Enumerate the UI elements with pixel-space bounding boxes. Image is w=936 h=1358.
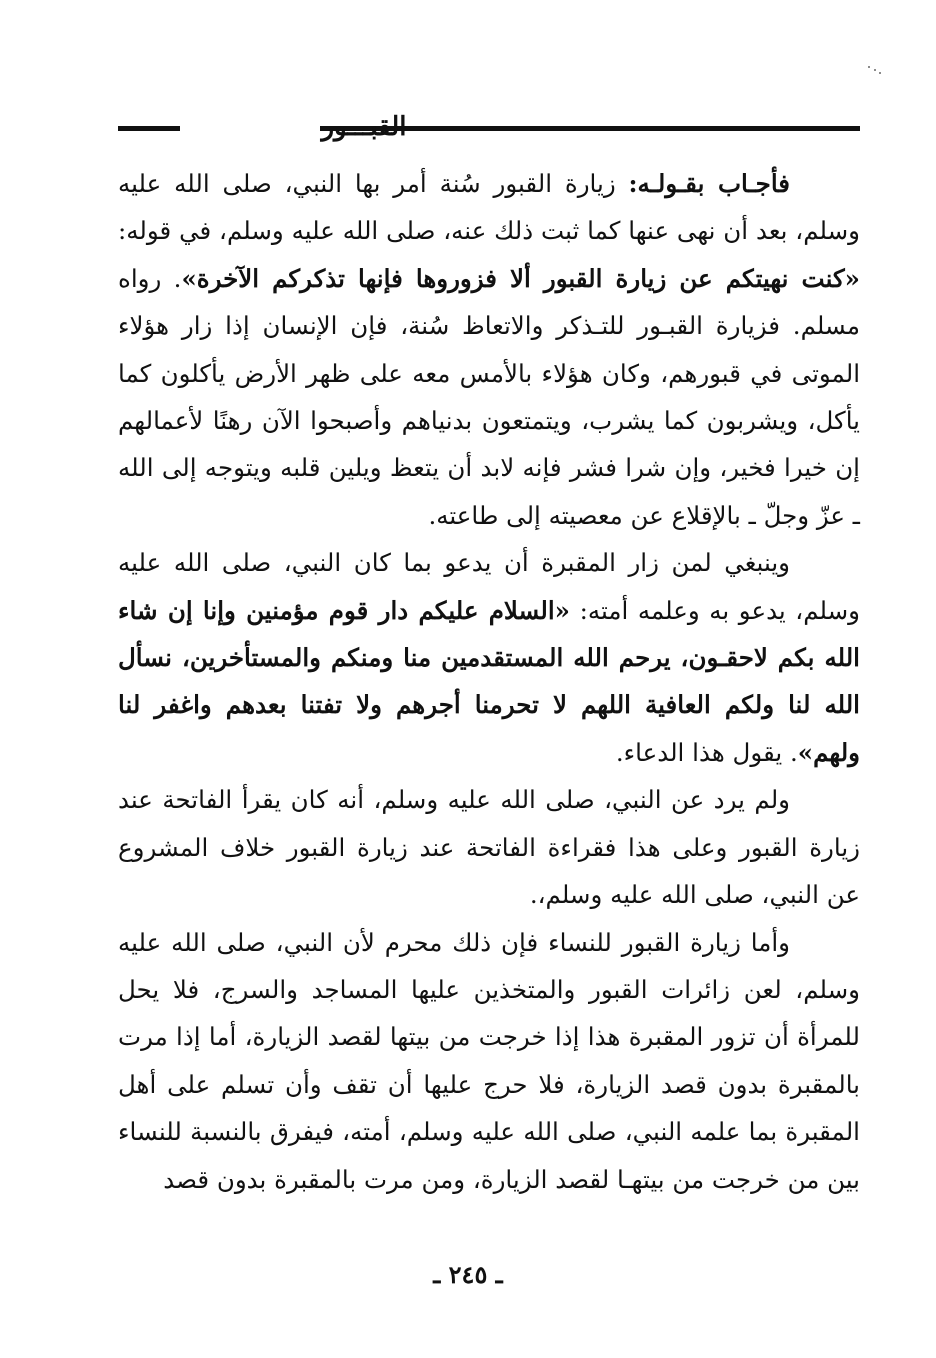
- header-title: القبـــور: [321, 112, 407, 142]
- page-number: ـ ٢٤٥ ـ: [433, 1260, 503, 1289]
- paragraph-3: [118, 776, 860, 918]
- paragraph-lead: فأجـاب بقـولـه:: [628, 169, 790, 198]
- paragraph-4: [118, 919, 860, 1203]
- running-header: [118, 112, 860, 146]
- hadith-quote: «كنت نهيتكم عن زيارة القبور ألا فزوروها فإنها تذكركم الآخرة»: [181, 263, 860, 293]
- paragraph-text: وينبغي لمن زار المقبرة أن يدعو بما كان النبي، صلى الله عليه وسلم، يدعو به وعلمه أمته:: [118, 548, 860, 625]
- scan-speck: [868, 66, 882, 74]
- paragraph-text: زيارة القبور سُنة أمر بها النبي، صلى الله عليه وسلم، بعد أن نهى عنها كما ثبت ذلك عنه، صلى الله عليه وسلم، في قوله:: [118, 169, 860, 246]
- paragraph-text: وأما زيارة القبور للنساء فإن ذلك محرم لأن النبي، صلى الله عليه وسلم، لعن زائرات القبور والمتخذين عليها المساجد والسرج، فلا يحل للمرأة أن تزور المقبرة هذا إذا خرجت من بيتها لقصد الزيارة، أما إذا مرت بالمقبرة بدون قصد الزيارة، فلا حرج عليها أن تقف وأن تسلم على أهل المقبرة بما علمه النبي، صلى الله عليه وسلم، أمته، فيفرق بالنسبة للنساء بين من خرجت من بيتهـا لقصد الزيارة، ومن مرت بالمقبرة بدون قصد: [118, 927, 860, 1194]
- supplication-quote: «السلام عليكم دار قوم مؤمنين وإنا إن شاء الله بكم لاحقـون، يرحم الله المستقدمين منا ومنكم والمستأخرين، نسأل الله لنا ولكم العافية اللهم لا تحرمنا أجرهم ولا تفتنا بعدهم واغفر لنا ولهم»: [118, 595, 860, 767]
- paragraph-2: [118, 539, 860, 776]
- paragraph-text: . رواه مسلم. فزيارة القبـور للتـذكر والاتعاظ سُنة، فإن الإنسان إذا زار هؤلاء الموتى في قبورهم، وكان هؤلاء بالأمس معه على ظهر الأرض يأكلون كما يأكل، ويشربون كما يشرب، ويتمتعون بدنياهم وأصبحوا الآن رهنًا لأعمالهم إن خيرا فخير، وإن شرا فشر فإنه لابد أن يتعظ ويلين قلبه ويتوجه إلى الله ـ عزّ وجلّ ـ بالإقلاع عن معصيته إلى طاعته.: [118, 263, 860, 530]
- header-rule-short: [118, 126, 180, 131]
- paragraph-text: . يقول هذا الدعاء.: [615, 737, 798, 767]
- paragraph-1: [118, 160, 860, 539]
- body-text: [118, 160, 860, 1203]
- paragraph-text: ولم يرد عن النبي، صلى الله عليه وسلم، أنه كان يقرأ الفاتحة عند زيارة القبور وعلى هذا فقراءة الفاتحة عند زيارة القبور خلاف المشروع عن النبي، صلى الله عليه وسلم،.: [118, 785, 860, 910]
